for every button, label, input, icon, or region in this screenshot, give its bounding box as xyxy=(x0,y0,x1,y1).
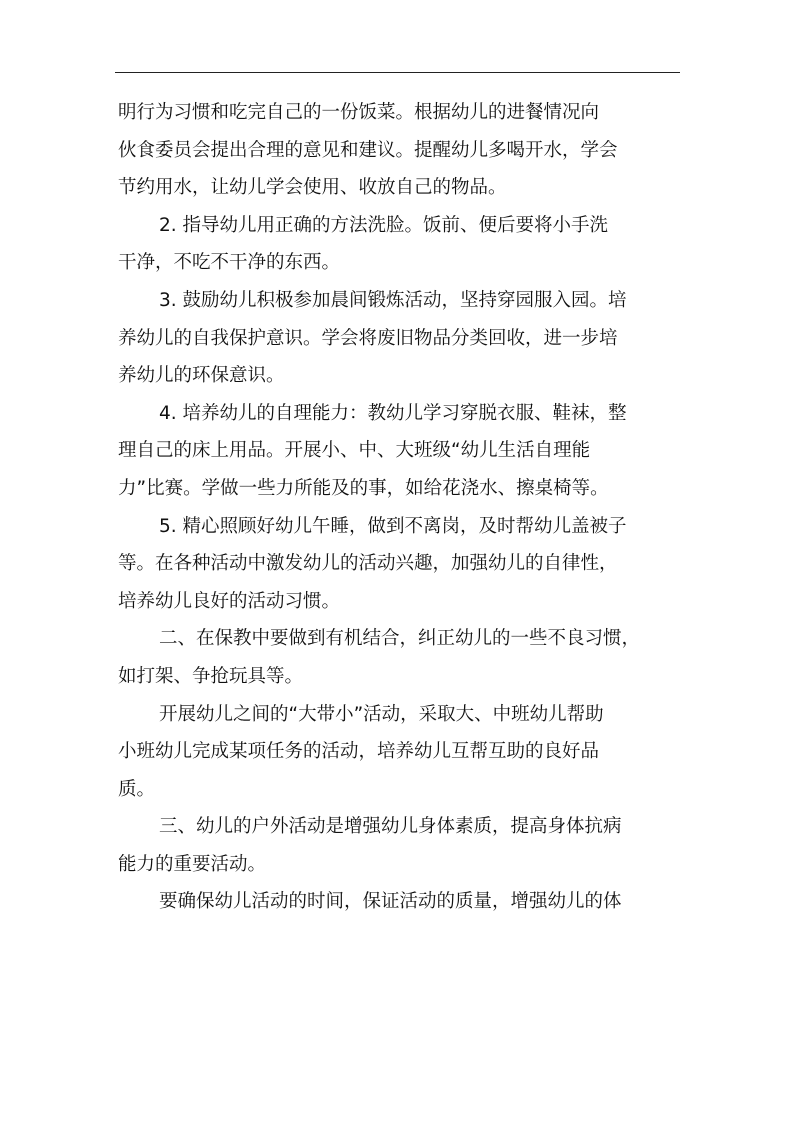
document-body xyxy=(118,94,680,921)
text-line: 养幼儿的自我保护意识。学会将废旧物品分类回收，进一步培 xyxy=(118,327,618,349)
paragraph xyxy=(118,508,680,621)
text-line: 二、在保教中要做到有机结合，纠正幼儿的一些不良习惯， xyxy=(159,628,641,650)
text-line: 培养幼儿良好的活动习惯。 xyxy=(118,590,341,612)
text-line: 如打架、争抢玩具等。 xyxy=(118,665,304,687)
text-line: 要确保幼儿活动的时间，保证活动的质量，增强幼儿的体 xyxy=(159,891,622,913)
paragraph xyxy=(118,696,680,809)
text-line: 5. 精心照顾好幼儿午睡，做到不离岗，及时帮幼儿盖被子 xyxy=(159,515,627,537)
text-line: 伙食委员会提出合理的意见和建议。提醒幼儿多喝开水，学会 xyxy=(118,139,618,161)
text-line: 2. 指导幼儿用正确的方法洗脸。饭前、便后要将小手洗 xyxy=(159,214,609,236)
text-line: 明行为习惯和吃完自己的一份饭菜。根据幼儿的进餐情况向 xyxy=(118,102,600,123)
text-line: 理自己的床上用品。开展小、中、大班级“幼儿生活自理能 xyxy=(118,440,591,462)
text-line: 养幼儿的环保意识。 xyxy=(118,365,285,387)
header-rule xyxy=(115,72,680,73)
text-line: 干净，不吃不干净的东西。 xyxy=(118,252,341,274)
paragraph xyxy=(118,808,680,883)
text-line: 三、幼儿的户外活动是增强幼儿身体素质，提高身体抗病 xyxy=(159,816,622,838)
text-line: 4. 培养幼儿的自理能力：教幼儿学习穿脱衣服、鞋袜，整 xyxy=(159,402,627,424)
text-line: 力”比赛。学做一些力所能及的事，如给花浇水、擦桌椅等。 xyxy=(118,477,609,499)
paragraph xyxy=(118,620,680,695)
paragraph xyxy=(118,282,680,395)
text-line: 3. 鼓励幼儿积极参加晨间锻炼活动，坚持穿园服入园。培 xyxy=(159,289,627,311)
paragraph xyxy=(118,207,680,282)
text-line: 开展幼儿之间的“大带小”活动，采取大、中班幼儿帮助 xyxy=(159,703,604,725)
text-line: 质。 xyxy=(118,778,156,800)
paragraph xyxy=(118,94,680,207)
text-line: 能力的重要活动。 xyxy=(118,853,267,875)
paragraph xyxy=(118,883,680,921)
text-line: 节约用水，让幼儿学会使用、收放自己的物品。 xyxy=(118,177,507,199)
text-line: 小班幼儿完成某项任务的活动，培养幼儿互帮互助的良好品 xyxy=(118,741,600,763)
text-line: 等。在各种活动中激发幼儿的活动兴趣，加强幼儿的自律性， xyxy=(118,553,618,575)
paragraph xyxy=(118,395,680,508)
